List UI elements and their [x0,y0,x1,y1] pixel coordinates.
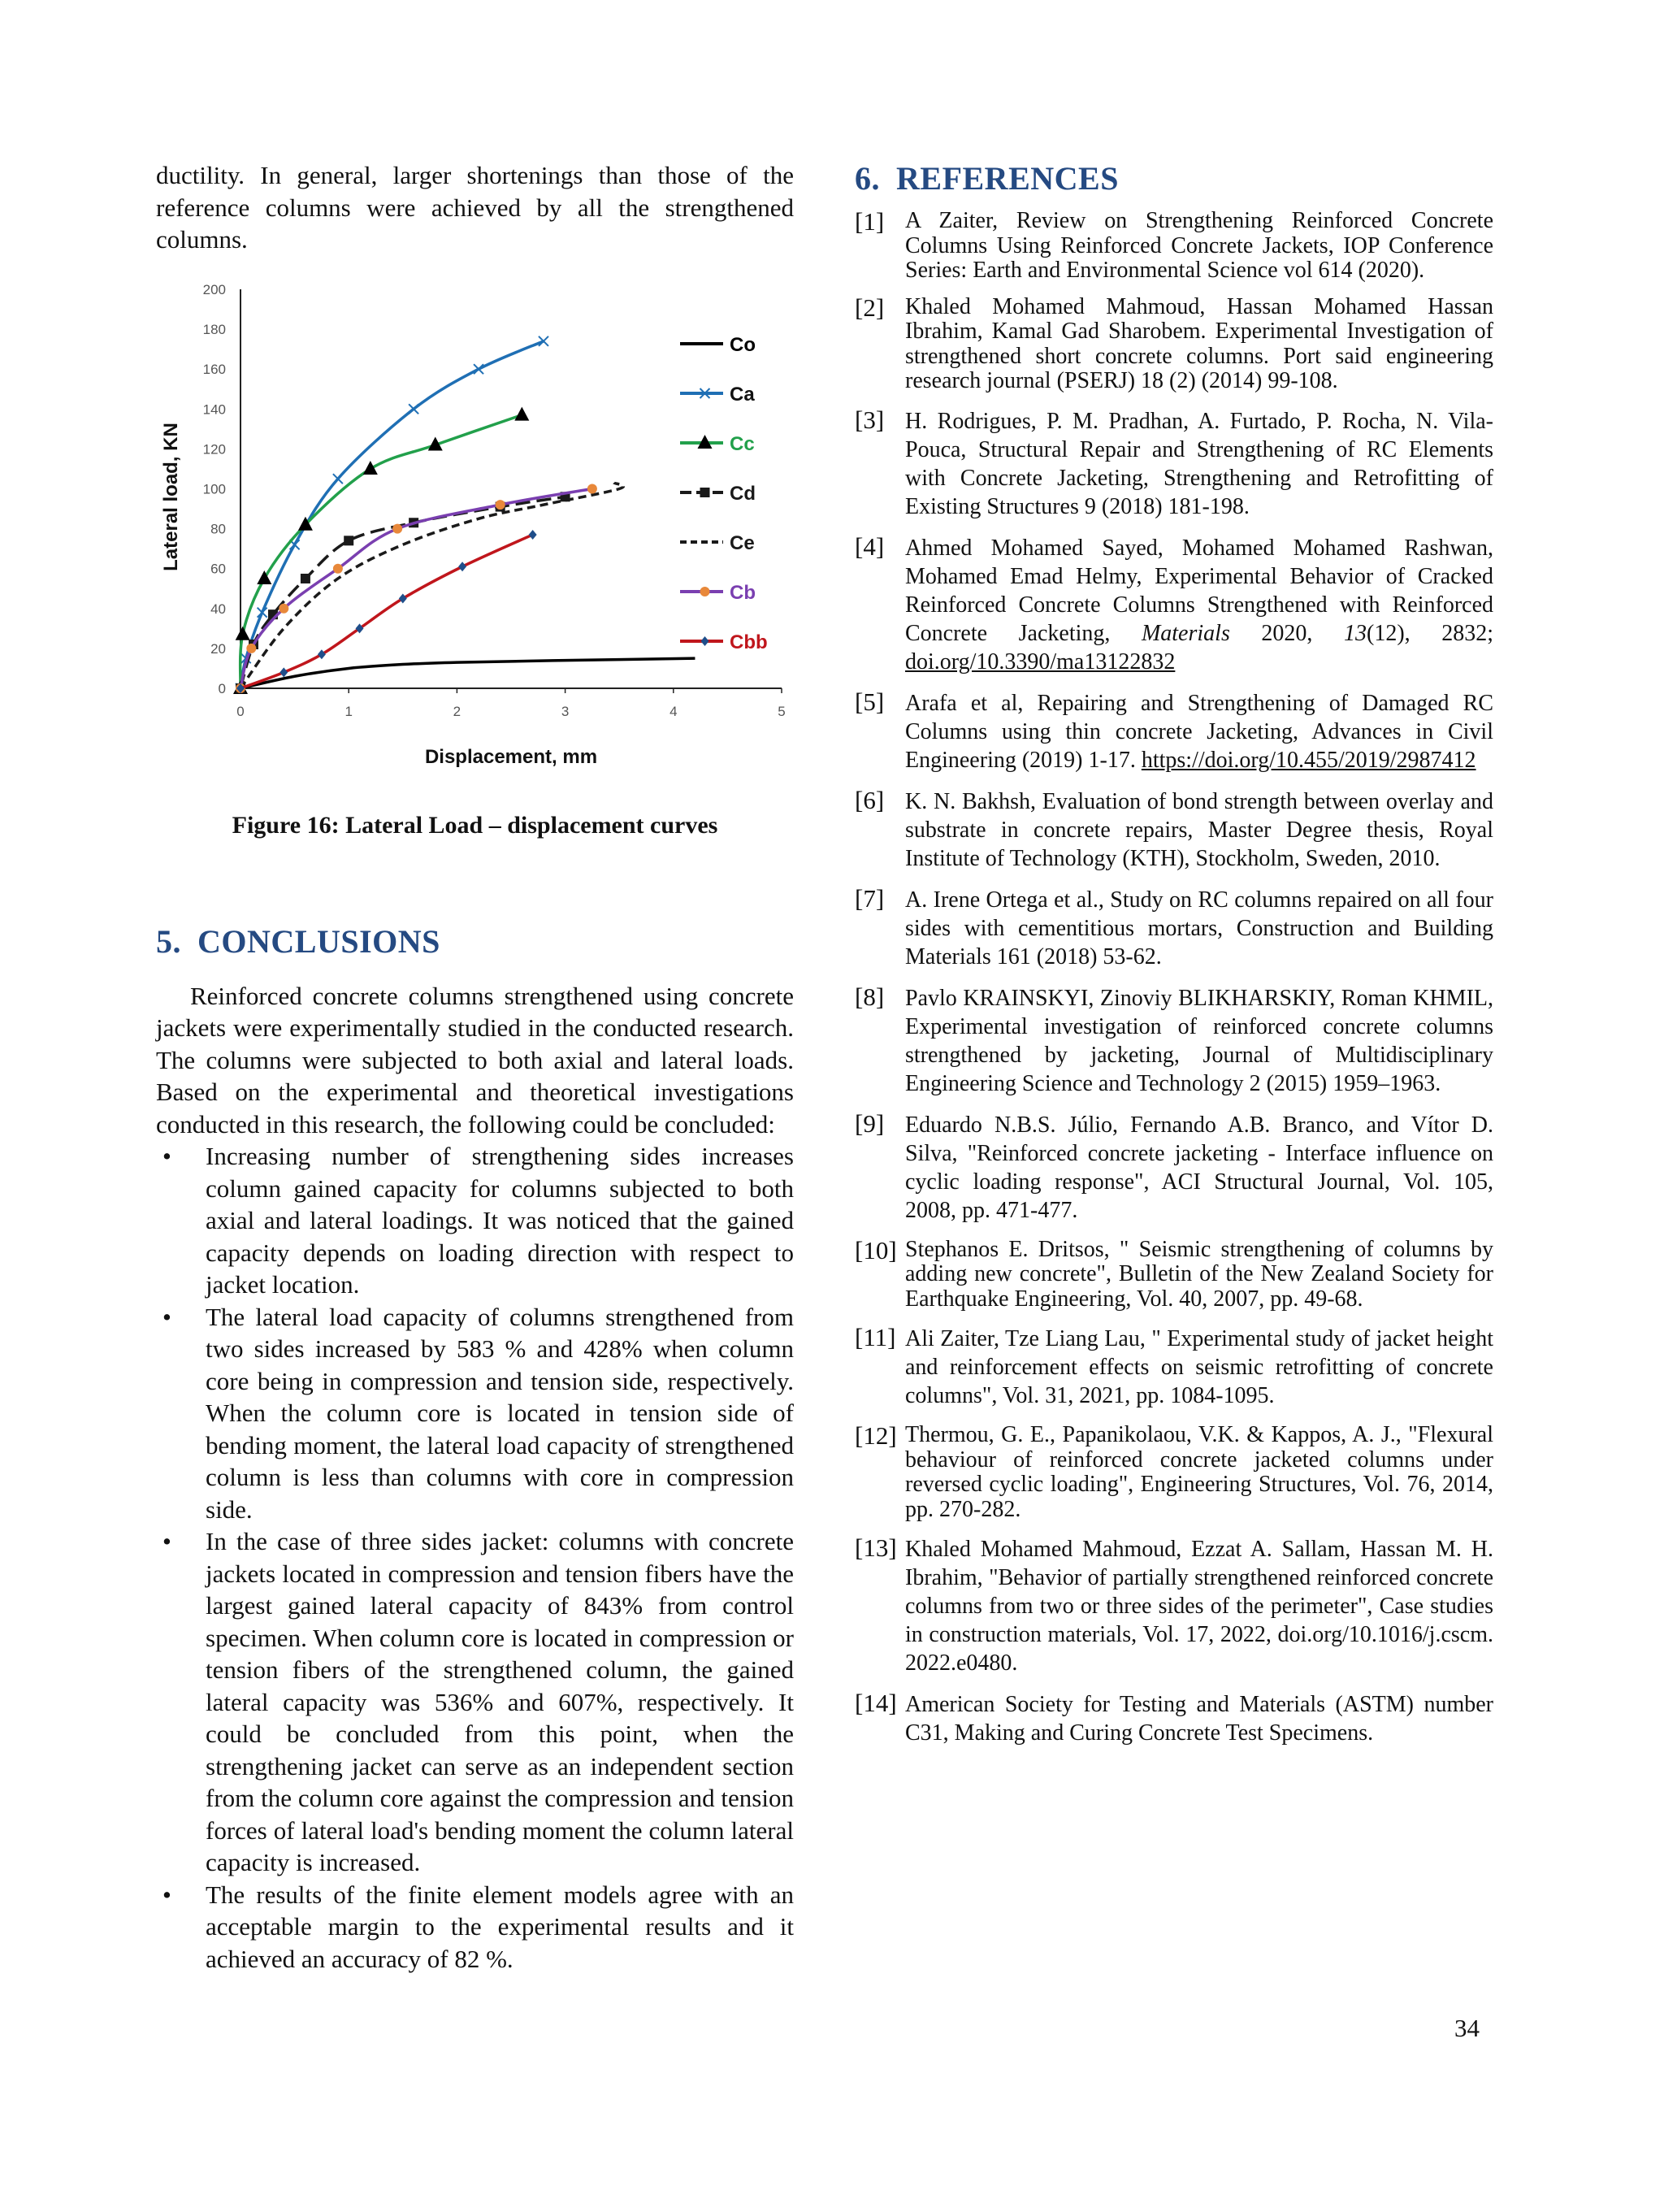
reference-text: K. N. Bakhsh, Evaluation of bond strength between overlay and substrate in concrete repairs, Master Degree thesis, Royal Institute of Technology (KTH), Stockholm, Sweden, 2010. [905,788,1493,871]
reference-item [855,787,1493,873]
reference-text: Stephanos E. Dritsos, " Seismic strengthening of columns by adding new concrete", Bulletin of the New Zealand Society for Earthquake Engineering, Vol. 40, 2007, pp. 49-68. [905,1236,1493,1312]
legend-marker-cd [700,488,710,497]
x-tick-label: 5 [778,703,786,719]
reference-number: [2] [855,293,885,322]
reference-mid: 2020, [1229,620,1344,646]
data-point-cbb [318,649,326,659]
data-point-cb [246,643,256,653]
reference-number: [1] [855,207,885,236]
data-point-cbb [458,562,466,571]
reference-link[interactable]: https://doi.org/10.455/2019/2987412 [1141,747,1476,773]
legend-label-cbb: Cbb [730,631,768,653]
x-axis-label: Displacement, mm [424,745,598,768]
legend-label-ce: Ce [730,531,755,554]
conclusions-number: 5. [156,922,181,960]
figure-16 [156,264,794,890]
reference-vol: 13 [1344,620,1367,646]
reference-item [855,984,1493,1098]
figure-caption: Figure 16: Lateral Load – displacement curves [232,811,718,839]
x-tick-label: 0 [236,703,245,719]
reference-pre: Arafa et al, Repairing and Strengthening of Damaged RC Columns using thin concrete Jacketing, Advances in Civil Engineering (2019) 1-17. [905,690,1493,773]
reference-item [855,689,1493,774]
reference-number: [12] [855,1421,897,1450]
left-column [156,159,794,1975]
legend-marker-cb [700,587,710,596]
data-point-ca [333,474,343,484]
conclusion-bullet [156,1140,794,1301]
reference-journal: Materials [1141,620,1230,646]
reference-link[interactable]: doi.org/10.3390/ma13122832 [905,648,1176,674]
series-line-cc [240,414,522,687]
reference-number: [11] [855,1323,896,1351]
references-title: REFERENCES [896,160,1119,197]
data-point-cbb [529,529,537,539]
y-tick-label: 20 [210,640,226,657]
bullet-text: The lateral load capacity of columns strengthened from two sides increased by 583 % and 428% when column core being in compression and tension side, respectively. When the column core is located in tension side of bending moment, the lateral load capacity of strengthened column is less than columns with core in compression side. [206,1302,794,1524]
x-tick-label: 1 [344,703,353,719]
reference-list [855,209,1493,1747]
reference-item [855,1108,1493,1225]
x-tick-label: 4 [670,703,678,719]
reference-text: Ali Zaiter, Tze Liang Lau, " Experimental study of jacket height and reinforcement effects on seismic retrofitting of concrete columns", Vol. 31, 2021, pp. 1084-1095. [905,1326,1493,1408]
reference-pre: Ahmed Mohamed Sayed, Mohamed Mohamed Rashwan, Mohamed Emad Helmy, Experimental Behavior of Cracked Reinforced Concrete Columns Strengthened with Reinforced Concrete Jacketing, [905,535,1493,646]
y-axis-label: Lateral load, KN [160,422,182,571]
reference-text: Khaled Mohamed Mahmoud, Hassan Mohamed Hassan Ibrahim, Kamal Gad Sharobem. Experimental Investigation of strengthened short concrete columns. Port said engineering research journal (PSERJ) 18 (2) (2014) 99-108. [905,293,1493,393]
conclusions-title: CONCLUSIONS [197,922,440,960]
bullet-icon: • [162,1880,171,1909]
conclusions-heading [156,922,794,961]
bullet-icon: • [162,1142,171,1170]
reference-number: [3] [855,405,885,434]
reference-item [855,1423,1493,1522]
y-tick-label: 160 [202,361,226,377]
data-point-cb [279,603,288,613]
reference-item [855,407,1493,521]
reference-number: [7] [855,883,885,913]
reference-text: A. Irene Ortega et al., Study on RC columns repaired on all four sides with cementitious mortars, Construction and Building Materials 161 (2018) 53-62. [905,887,1493,969]
reference-item [855,209,1493,284]
x-tick-label: 2 [453,703,462,719]
y-tick-label: 60 [210,561,226,577]
references-heading [855,159,1493,197]
intro-paragraph: ductility. In general, larger shortenings than those of the reference columns were achieved by all the strengthened columns. [156,161,794,254]
reference-number: [6] [855,785,885,814]
conclusions-list [156,1140,794,1975]
reference-text: H. Rodrigues, P. M. Pradhan, A. Furtado, P. Rocha, N. Vila-Pouca, Structural Repair and Strengthening of RC Elements with Concrete Jacketing, Strengthening and Retrofitting of Existing Structures 9 (2018) 181-198. [905,408,1493,519]
y-tick-label: 140 [202,401,226,417]
references-number: 6. [855,160,880,197]
reference-number: [5] [855,687,885,716]
series-line-ca [240,340,544,687]
reference-number: [14] [855,1689,897,1717]
data-point-cbb [280,667,288,677]
conclusion-bullet [156,1879,794,1976]
reference-text [905,534,1493,676]
legend-label-cc: Cc [730,432,755,455]
y-tick-label: 100 [202,481,226,497]
right-column [855,159,1493,1747]
bullet-text: The results of the finite element models agree with an acceptable margin to the experimental results and it achieved an accuracy of 82 %. [206,1880,794,1973]
page-number: 34 [1454,2014,1480,2042]
reference-item [855,295,1493,394]
legend-label-cd: Cd [730,482,756,505]
reference-item [855,883,1493,971]
reference-item [855,1325,1493,1410]
conclusions-paragraph: Reinforced concrete columns strengthened using concrete jackets were experimentally studied in the conducted research. The columns were subjected to both axial and lateral loads. Based on the experimental and theoretical investigations conducted in this research, the following could be concluded: [156,981,794,1139]
data-point-cb [333,563,343,573]
reference-number: [13] [855,1533,897,1562]
y-tick-label: 200 [202,281,226,297]
reference-item [855,1235,1493,1312]
reference-number: [9] [855,1108,885,1138]
reference-text: A Zaiter, Review on Strengthening Reinforced Concrete Columns Using Reinforced Concrete Jackets, IOP Conference Series: Earth and Environmental Science vol 614 (2020). [905,208,1493,283]
data-point-ca [474,364,483,374]
reference-post: (12), 2832; [1367,620,1493,646]
legend-label-cb: Cb [730,581,756,604]
reference-number: [8] [855,982,885,1011]
reference-text: Eduardo N.B.S. Júlio, Fernando A.B. Branco, and Vítor D. Silva, "Reinforced concrete jacketing - Interface influence on cyclic loading response", ACI Structural Journal, Vol. 105, 2008, pp. 471-477. [905,1112,1493,1223]
reference-item [855,531,1493,676]
legend-label-ca: Ca [730,383,755,406]
y-tick-label: 40 [210,601,226,617]
y-tick-label: 0 [218,680,226,696]
reference-text: Khaled Mohamed Mahmoud, Ezzat A. Sallam, Hassan M. H. Ibrahim, "Behavior of partially strengthened reinforced concrete columns from two or three sides of the perimeter", Case studies in construction materials, Vol. 17, 2022, doi.org/10.1016/j.cscm. 2022.e0480. [905,1537,1493,1676]
reference-text: American Society for Testing and Materials (ASTM) number C31, Making and Curing Concrete Test Specimens. [905,1692,1493,1746]
reference-item [855,1535,1493,1677]
data-point-cc [236,626,250,640]
x-tick-label: 3 [561,703,570,719]
data-point-ca [409,404,418,414]
y-tick-label: 80 [210,521,226,537]
bullet-icon: • [162,1302,171,1331]
conclusion-bullet [156,1301,794,1526]
y-tick-label: 120 [202,440,226,457]
bullet-icon: • [162,1527,171,1555]
reference-text: Pavlo KRAINSKYI, Zinoviy BLIKHARSKIY, Roman KHMIL, Experimental investigation of reinforced concrete columns strengthened by jacketing, Journal of Multidisciplinary Engineering Science and Technology 2 (2015) 1959–1963. [905,985,1493,1096]
series-line-co [240,658,695,688]
conclusion-bullet [156,1525,794,1879]
data-point-cc [363,460,378,474]
legend-marker-cbb [701,636,709,646]
data-point-cb [496,500,505,510]
bullet-text: Increasing number of strengthening sides increases column gained capacity for columns subjected to both axial and lateral loadings. It was noticed that the gained capacity depends on loading direction with respect to jacket location. [206,1142,794,1299]
data-point-cb [587,484,597,493]
y-tick-label: 180 [202,321,226,337]
legend-label-co: Co [730,333,756,356]
reference-text: Thermou, G. E., Papanikolaou, V.K. & Kappos, A. J., "Flexural behaviour of reinforced concrete jacketed columns under reversed cyclic loading", Engineering Structures, Vol. 76, 2014, pp. 270-282. [905,1422,1493,1522]
data-point-cc [514,406,529,420]
data-point-cd [344,536,353,545]
lateral-load-displacement-chart [156,264,794,805]
data-point-cd [301,573,310,583]
bullet-text: In the case of three sides jacket: columns with concrete jackets located in compression and tension fibers have the largest gained lateral capacity of 843% from control specimen. When column core is located in compression or tension fibers of the strengthened column, the gained lateral capacity was 536% and 607%, respectively. It could be concluded from this point, when the strengthening jacket can serve as an independent section from the column core against the compression and tension forces of lateral load's bending moment the column lateral capacity is increased. [206,1527,794,1876]
reference-text [905,689,1493,774]
reference-number: [4] [855,531,885,561]
reference-number: [10] [855,1235,897,1264]
data-point-cb [392,523,402,533]
reference-item [855,1690,1493,1747]
